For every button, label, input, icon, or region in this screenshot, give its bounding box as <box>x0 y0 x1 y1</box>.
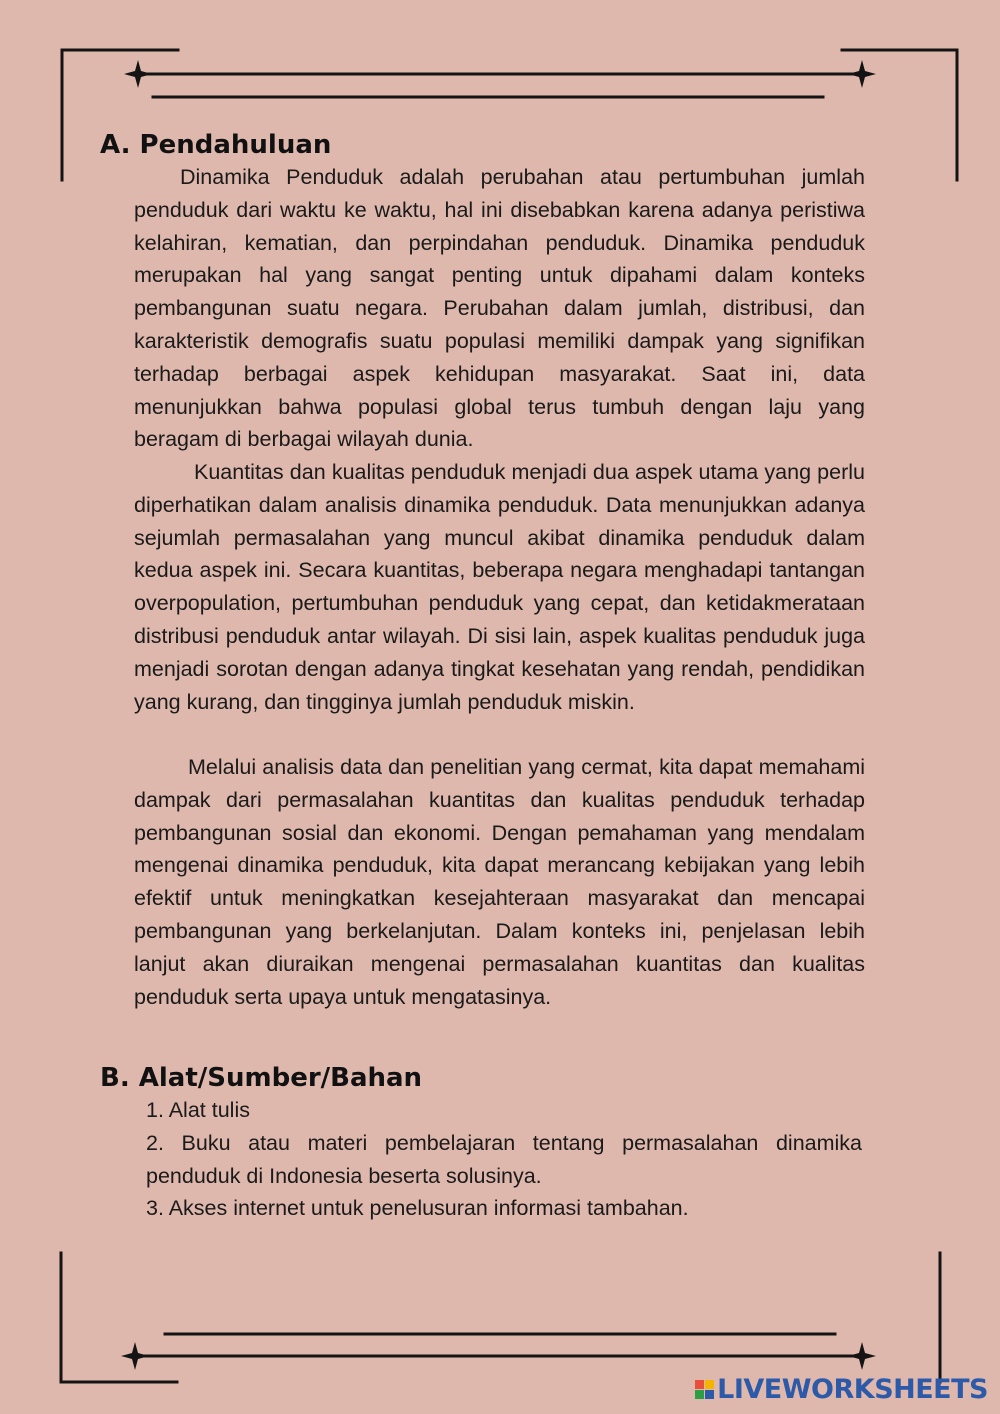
intro-paragraph-2: Kuantitas dan kualitas penduduk menjadi dua aspek utama yang perlu diperhatikan dalam analisis dinamika penduduk. Data menunjukkan adanya sejumlah permasalahan yang muncul akibat dinamika penduduk dalam kedua aspek ini. Secara kuantitas, beberapa negara menghadapi tantangan overpopulation, pertumbuhan penduduk yang cepat, dan ketidakmerataan distribusi penduduk antar wilayah. Di sisi lain, aspek kualitas penduduk juga menjadi sorotan dengan adanya tingkat kesehatan yang rendah, pendidikan yang kurang, dan tingginya jumlah penduduk miskin. <box>134 460 865 714</box>
section-b-heading: B. Alat/Sumber/Bahan <box>100 1063 423 1093</box>
materials-list <box>146 1094 862 1225</box>
intro-paragraph-1: Dinamika Penduduk adalah perubahan atau pertumbuhan jumlah penduduk dari waktu ke waktu, hal ini disebabkan karena adanya peristiwa kelahiran, kematian, dan perpindahan penduduk. Dinamika penduduk merupakan hal yang sangat penting untuk dipahami dalam konteks pembangunan suatu negara. Perubahan dalam jumlah, distribusi, dan karakteristik demografis suatu populasi memiliki dampak yang signifikan terhadap berbagai aspek kehidupan masyarakat. Saat ini, data menunjukkan bahwa populasi global terus tumbuh dengan laju yang beragam di berbagai wilayah dunia. <box>134 165 865 452</box>
list-item: 3. Akses internet untuk penelusuran informasi tambahan. <box>146 1196 689 1221</box>
section-a-heading: A. Pendahuluan <box>100 130 332 160</box>
frame-corner-bottom-left <box>61 1253 177 1382</box>
intro-paragraph-3: Melalui analisis data dan penelitian yang cermat, kita dapat memahami dampak dari permasalahan kuantitas dan kualitas penduduk terhadap pembangunan sosial dan ekonomi. Dengan pemahaman yang mendalam mengenai dinamika penduduk, kita dapat merancang kebijakan yang lebih efektif untuk meningkatkan kesejahteraan masyarakat dan mencapai pembangunan yang berkelanjutan. Dalam konteks ini, penjelasan lebih lanjut akan diuraikan mengenai permasalahan kuantitas dan kualitas penduduk serta upaya untuk mengatasinya. <box>134 755 865 1009</box>
sparkle-star-bottom-right <box>848 1342 876 1370</box>
sparkle-star-top-right <box>848 60 876 88</box>
list-item: 2. Buku atau materi pembelajaran tentang permasalahan dinamika penduduk di Indonesia beserta solusinya. <box>146 1130 862 1188</box>
logo-grid-icon <box>695 1380 714 1399</box>
liveworksheets-logo[interactable] <box>695 1374 988 1405</box>
sparkle-star-bottom-left <box>121 1342 149 1370</box>
list-item: 1. Alat tulis <box>146 1098 250 1122</box>
sparkle-star-top-left <box>124 60 152 88</box>
logo-text: LIVEWORKSHEETS <box>717 1374 988 1405</box>
